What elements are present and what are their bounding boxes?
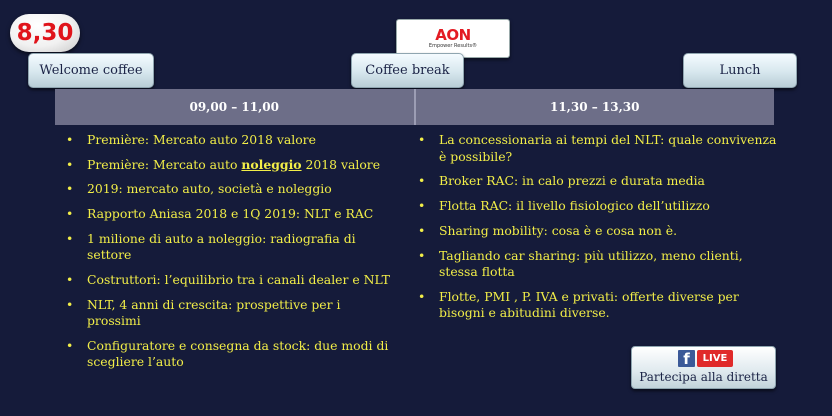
bullet-icon: • (418, 222, 426, 238)
list-item: • Configuratore e consegna da stock: due modi di scegliere l’auto (66, 337, 389, 370)
live-badge: LIVE (697, 350, 733, 367)
bullet-icon: • (66, 230, 74, 246)
list-item: • Flotta RAC: il livello fisiologico dell’utilizzo (418, 198, 710, 214)
list-item: • 2019: mercato auto, società e noleggio (66, 181, 332, 197)
aon-logo-brand: AON (435, 26, 471, 44)
underlined-keyword: noleggio (241, 156, 302, 172)
bullet-icon: • (418, 288, 426, 304)
list-item: • Broker RAC: in calo prezzi e durata media (418, 173, 705, 189)
lunch-button[interactable]: Lunch (683, 53, 797, 88)
bullet-icon: • (66, 156, 74, 172)
time-badge: 8,30 (10, 14, 80, 52)
list-item: • Première: Mercato auto 2018 valore (66, 132, 316, 147)
welcome-coffee-button[interactable]: Welcome coffee (28, 53, 154, 88)
bullet-icon: • (418, 173, 426, 189)
list-item: • NLT, 4 anni di crescita: prospettive per i prossimi (66, 296, 341, 329)
facebook-live-button[interactable] (631, 346, 776, 389)
bullet-icon: • (66, 206, 74, 222)
bullet-icon: • (418, 247, 426, 263)
right-session-topics (418, 132, 778, 330)
coffee-break-button[interactable]: Coffee break (351, 53, 464, 88)
aon-logo-tagline: Empower Results® (428, 43, 478, 49)
bullet-icon: • (66, 337, 74, 353)
schedule-header (55, 89, 774, 125)
list-item: • 1 milione di auto a noleggio: radiografia di settore (66, 230, 356, 263)
bullet-icon: • (66, 181, 74, 197)
bullet-icon: • (418, 132, 426, 147)
list-item: • La concessionaria ai tempi del NLT: quale convivenza è possibile? (418, 132, 777, 164)
facebook-icon: f (678, 350, 695, 367)
list-item: • Rapporto Aniasa 2018 e 1Q 2019: NLT e RAC (66, 206, 374, 222)
list-item: • Tagliando car sharing: più utilizzo, meno clienti, stessa flotta (418, 247, 743, 280)
left-session-time: 09,00 – 11,00 (189, 100, 279, 114)
bullet-icon: • (66, 132, 74, 147)
bullet-icon: • (66, 296, 74, 312)
right-session-time: 11,30 – 13,30 (549, 100, 640, 114)
live-label: Partecipa alla diretta (639, 370, 768, 384)
list-item: • Flotte, PMI , P. IVA e privati: offerte diverse per bisogni e abitudini diverse. (418, 288, 739, 321)
left-session-topics (66, 132, 396, 379)
list-item: • Première: Mercato auto noleggio 2018 valore (66, 156, 381, 172)
list-item: • Costruttori: l’equilibrio tra i canali dealer e NLT (66, 271, 390, 287)
list-item: • Sharing mobility: cosa è e cosa non è. (418, 222, 678, 238)
bullet-icon: • (66, 271, 74, 287)
bullet-icon: • (418, 198, 426, 214)
